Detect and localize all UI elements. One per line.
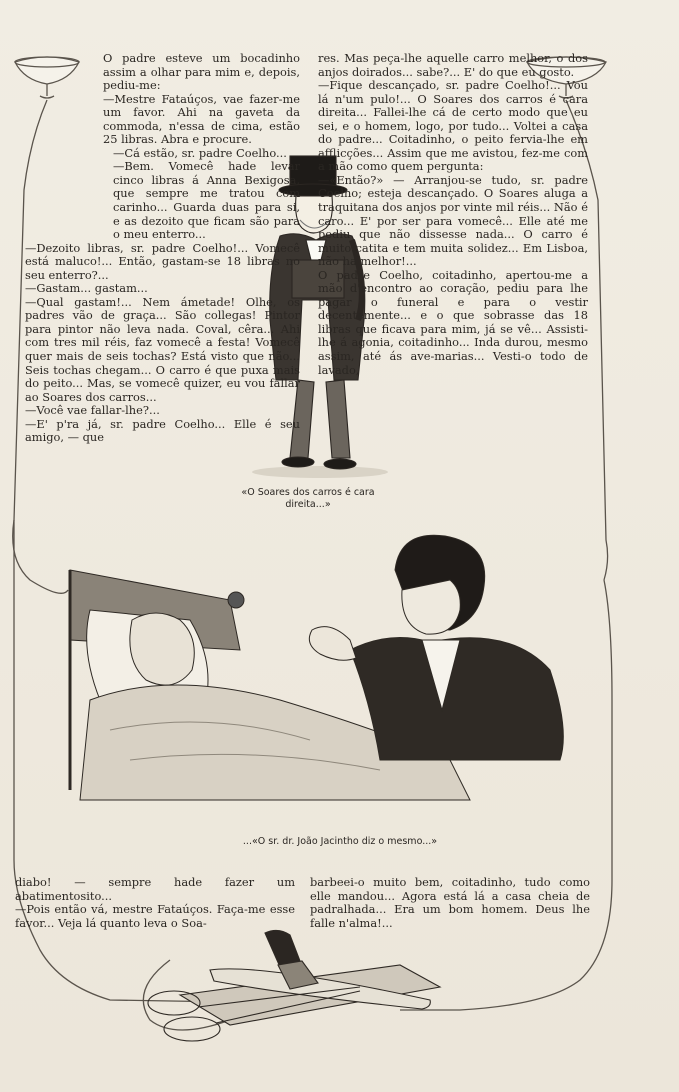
column-right — [318, 52, 588, 377]
paragraph: —Qual gastam!... Nem ámetade! Olhe, os padres vão de graça... São collegas! Pintor para pintor não leva nada. Coval, cêra... Ahi com tres mil réis, faz vomecê a festa! Vomecê quer mais de seis tochas? Está visto que não... Seis tochas chegam... O carro é que puxa mais do peito... Mas, se vomecê quizer, eu vou fallar ao Soares dos carros... — [25, 294, 300, 404]
paragraph: —Gastam... gastam... — [25, 281, 148, 296]
caption-middle-illustration: ...«O sr. dr. João Jacintho diz o mesmo...» — [242, 836, 438, 847]
caption-top-illustration: «O Soares dos carros é cara direita...» — [241, 487, 375, 510]
paragraph: —E' p'ra já, sr. padre Coelho... Elle é seu amigo, — que — [25, 416, 300, 445]
paragraph: —Cá estão, sr. padre Coelho... — [113, 145, 287, 160]
paragraph: O padre Coelho, coitadinho, apertou-me a mão d'encontro ao coração, pediu para lhe pagar o funeral e para o vestir decentemente... e o que sobrasse das 18 libras que ficava para mim, já se vê... Assisti-lhe á agonia, coitadinho... Inda durou, mesmo assim, até ás ave-marias... Vesti-o todo de lavado, — [318, 267, 588, 377]
column-bottom-right — [310, 876, 590, 930]
paragraph: —Você vae fallar-lhe?... — [25, 403, 160, 418]
column-bottom-left — [15, 876, 295, 930]
paragraph: O padre esteve um bocadinho assim a olhar para mim e, depois, pediu-me: — [103, 51, 300, 93]
paragraph: barbeei-o muito bem, coitadinho, tudo como elle mandou... Agora está lá a casa cheia de padralhada... Era um bom homem. Deus lhe falle n'alma!... — [310, 875, 590, 930]
paragraph: res. Mas peça-lhe aquelle carro melhor, o dos anjos doirados... sabe?... E' do que eu gosto. — [318, 51, 588, 79]
paragraph: diabo! — sempre hade fazer um abatimentosito... — [15, 875, 295, 903]
paragraph: —«Então?» — Arranjou-se tudo, sr. padre Coelho; esteja descançado. O Soares aluga a traquitana dos anjos por vinte mil réis... Não é caro... E' por ser para vomecê... Elle até me pediu que não dissesse nada... O carro é muito catita e tem muita solidez... Em Lisboa, não ha melhor!... — [318, 172, 588, 269]
paragraph: —Dezoito libras, sr. padre Coelho!... Vomecê está maluco!... Então, gastam-se 18 libras no seu enterro?... — [25, 240, 300, 282]
paragraph: —Fique descançado, sr. padre Coelho!... Vou lá n'um pulo!... O Soares dos carros é cara direita... Fallei-lhe cá de certo modo que eu sei, e o homem, logo, por tudo... Voltei a casa do padre... Coitadinho, o peito fervia-lhe em afflicções... Assim que me avistou, fez-me com a mão como quem pergunta: — [318, 78, 588, 174]
paragraph: —Bem. Vomecê hade levar cinco libras á Anna Bexigosa, que sempre me tratou com carinho... Guarda duas para si, e as dezoito que ficam são para o meu enterro... — [113, 159, 300, 242]
column-left — [25, 52, 300, 445]
paragraph: —Mestre Fataúços, vae fazer-me um favor. Ahi na gaveta da commoda, n'essa de cima, estão 25 libras. Abra e procure. — [103, 91, 300, 147]
bed-scene-illustration — [50, 530, 630, 830]
barber-tools-illustration — [140, 925, 470, 1050]
paragraph: —Pois então vá, mestre Fataúços. Faça-me esse favor... Veja lá quanto leva o Soa- — [15, 902, 295, 930]
